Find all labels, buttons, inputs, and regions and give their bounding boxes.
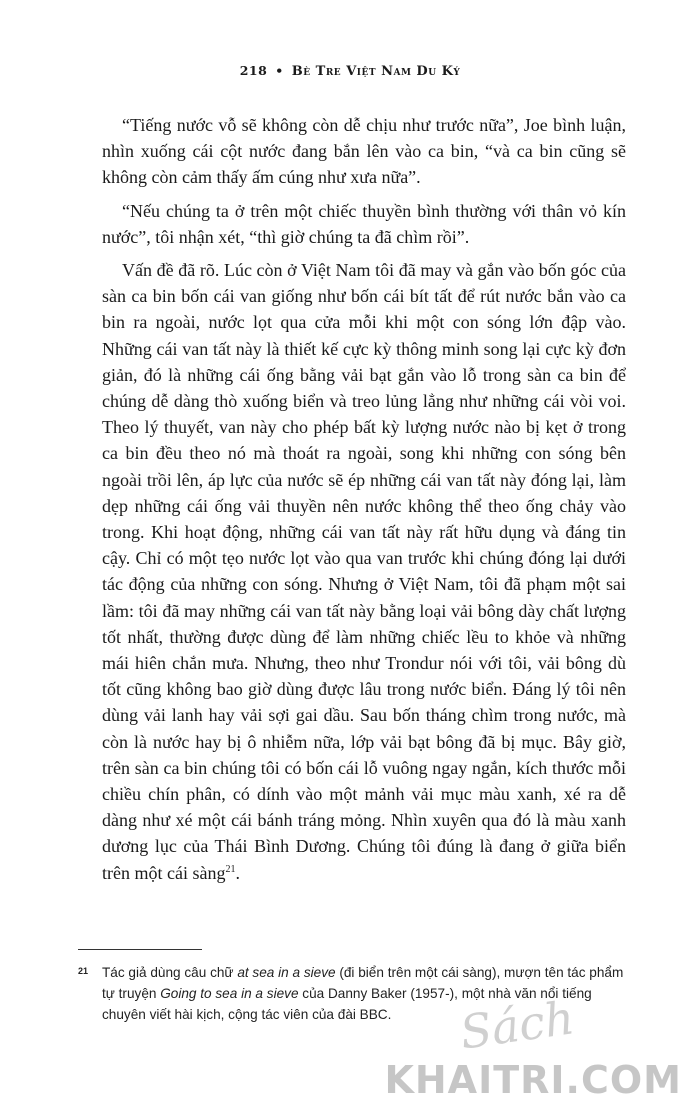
paragraph-3: Vấn đề đã rõ. Lúc còn ở Việt Nam tôi đã may và gắn vào bốn góc của sàn ca bin bốn cái van giống như bốn cái bít tất để rút nước bắn vào ca bin ra ngoài, nước lọt qua cửa mỗi khi một con sóng lớn đập vào. Những cái van tất này là thiết kế cực kỳ thông minh song lại cực kỳ đơn giản, đó là những cái ống bằng vải bạt gắn vào lỗ trong sàn ca bin để chúng dễ dàng thò xuống biển và treo lủng lẳng như những cái vòi voi. Theo lý thuyết, van này cho phép bất kỳ lượng nước nào bị kẹt ở trong ca bin đều theo nó mà thoát ra ngoài, song khi những con sóng bên ngoài trồi lên, áp lực của nước sẽ ép những cái van tất này đóng lại, làm dẹp những cái ống vải thuyền nên nước không thể theo ống chảy vào trong. Khi hoạt động, những cái van tất này rất hữu dụng và đáng tin cậy. Chỉ có một tẹo nước lọt vào qua van trước khi chúng đóng lại dưới tác động của những con sóng. Nhưng ở Việt Nam, tôi đã phạm một sai lầm: tôi đã may những cái van tất này bằng loại vải bông dày chất lượng tốt nhất, thường được dùng để làm những chiếc lều to khỏe và những mái hiên chắn mưa. Nhưng, theo như Trondur nói với tôi, vải bông dù tốt cũng không bao giờ dùng được lâu trong nước biển. Đáng lý tôi nên dùng vải lanh hay vải sợi gai dầu. Sau bốn tháng chìm trong nước, mà còn là nước hay bị ô nhiễm nữa, lớp vải bạt bông đã bị mục. Bây giờ, trên sàn ca bin chúng tôi có bốn cái lỗ vuông ngay ngắn, kích thước mỗi chiều chín phân, có dính vào một mảnh vải mục màu xanh, xé ra dễ dàng như xé một cái bánh tráng mỏng. Nhìn xuyên qua đó là màu xanh dương lục của Thái Bình Dương. Chúng tôi đúng là đang ở giữa biển trên một cái sàng$^{21}$. (102, 260, 626, 883)
watermark-brand: KHAITRI.COM (384, 1058, 682, 1102)
footnote-number: 21 (78, 966, 89, 976)
footnote-body (102, 962, 626, 1025)
footnote-text-2: (đi biển trên một cái sàng), mượn tên tác phẩm tự truyện (102, 965, 624, 1001)
footnote-text-1: Tác giả dùng câu chữ (102, 965, 238, 980)
footnote-text-3: của Danny Baker (1957-), một nhà văn nổi tiếng chuyên viết hài kịch, cộng tác viên của đài BBC. (102, 986, 592, 1022)
page-number: 218 (239, 63, 268, 78)
running-head (0, 63, 700, 79)
paragraph-3-text: Vấn đề đã rõ. Lúc còn ở Việt Nam tôi đã may và gắn vào bốn góc của sàn ca bin bốn cái van giống như bốn cái bít tất để rút nước bắn vào ca bin ra ngoài, nước lọt qua cửa mỗi khi một con sóng lớn đập vào. Những cái van tất này là thiết kế cực kỳ thông minh song lại cực kỳ đơn giản, đó là những cái ống bằng vải bạt gắn vào lỗ trong sàn ca bin để chúng dễ dàng thò xuống biển và treo lủng lẳng như những cái vòi voi. Theo lý thuyết, van này cho phép bất kỳ lượng nước nào bị kẹt ở trong ca bin đều theo nó mà thoát ra ngoài, song khi những con sóng bên ngoài trồi lên, áp lực của nước sẽ ép những cái van tất này đóng lại, làm dẹp những cái ống vải thuyền nên nước không thể theo ống chảy vào trong. Khi hoạt động, những cái van tất này rất hữu dụng và đáng tin cậy. Chỉ có một tẹo nước lọt vào qua van trước khi chúng đóng lại dưới tác động của những con sóng. Nhưng ở Việt Nam, tôi đã phạm một sai lầm: tôi đã may những cái van tất này bằng loại vải bông dày chất lượng tốt nhất, thường được dùng để làm những chiếc lều to khỏe và những mái hiên chắn mưa. Nhưng, theo như Trondur nói với tôi, vải bông dù tốt cũng không bao giờ dùng được lâu trong nước biển. Đáng lý tôi nên dùng vải lanh hay vải sợi gai dầu. Sau bốn tháng chìm trong nước, mà còn là nước hay bị ô nhiễm nữa, lớp vải bạt bông đã bị mục. Bây giờ, trên sàn ca bin chúng tôi có bốn cái lỗ vuông ngay ngắn, kích thước mỗi chiều chín phân, có dính vào một mảnh vải mục màu xanh, xé ra dễ dàng như xé một cái bánh tráng mỏng. Nhìn xuyên qua đó là màu xanh dương lục của Thái Bình Dương. Chúng tôi đúng là đang ở giữa biển trên một cái sàng (102, 260, 626, 883)
footnote-italic-2: Going to sea in a sieve (160, 986, 299, 1001)
body-text (102, 112, 626, 893)
paragraph-2: “Nếu chúng ta ở trên một chiếc thuyền bình thường với thân vỏ kín nước”, tôi nhận xét, “thì giờ chúng ta đã chìm rồi”. (102, 200, 626, 247)
footnote-italic-1: at sea in a sieve (237, 965, 336, 980)
header-separator: • (275, 63, 284, 78)
footnote-divider (78, 949, 202, 950)
watermark-script: Sách (456, 990, 578, 1060)
book-title: Bè Tre Việt Nam Du Ký (291, 64, 461, 79)
paragraph-1: “Tiếng nước vỗ sẽ không còn dễ chịu như trước nữa”, Joe bình luận, nhìn xuống cái cột nước đang bắn lên vào ca bin, “và ca bin cũng sẽ không còn cảm thấy ấm cúng như xưa nữa”. (102, 115, 626, 188)
footnote (78, 962, 626, 1025)
footnote-reference[interactable]: 21 (225, 863, 236, 875)
